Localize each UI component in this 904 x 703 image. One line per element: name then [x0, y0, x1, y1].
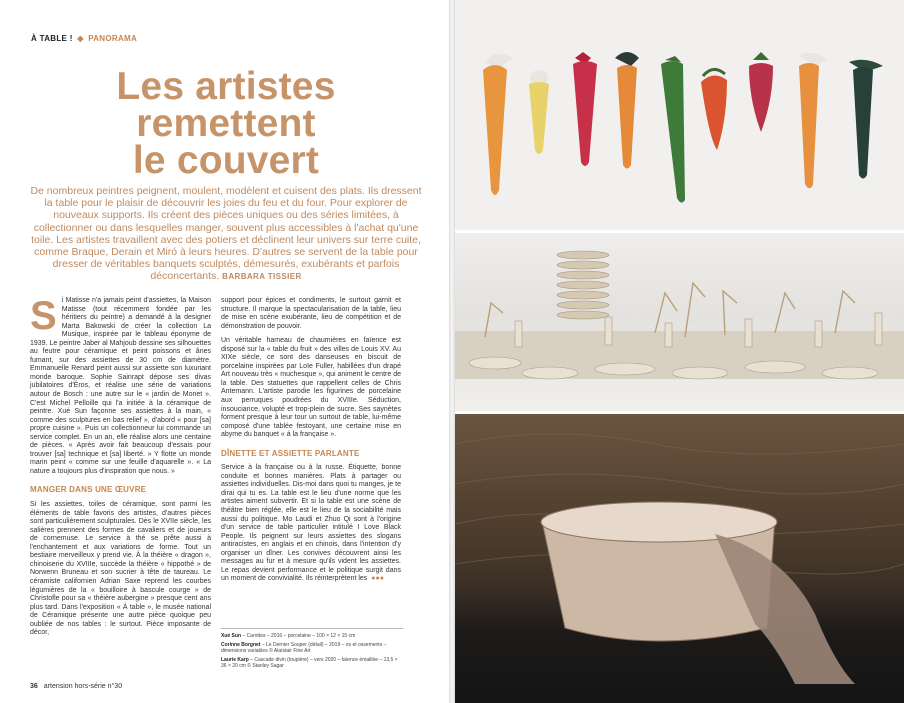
paragraph-text: i Matisse n'a jamais peint d'assiettes, la Maison Matisse (tout récemment fondée par les héritiers du peintre) a demandé à la designer Marta Bakowski de créer la collection La Musique, inspirée par le tableau éponyme de 1939. Le peintre Jaber al Mahjoub dessine ses silhouettes au feutre pour céramique et peint poissons et ânes fumant, sur des assiettes de 30 cm de diamètre. Emmanuelle Renard peint aussi sur assiette son luxuriant monde baroque. Sophie Sainrapt dépose ses divas jubilatoires d'Éros, et réalise une série de variations autour de Bosch : une autre sur le « jardin de Monet ». C'est Michel Pelloille qui l'a initiée à la céramique de peintre. Xué Sun façonne ses assiettes à la main, « comme des sculptures en bas relief », d'abord « pour [sa] propre cuisine ». Puis un collectionneur lui commande un service complet. En un an, elle réalise alors une centaine de pièces. « Après avoir fait beaucoup d'essais pour trouver [sa] technique et [sa] liberté. » Y flotte un monde marin peint « comme sur une feuille d'aquarelle ». « La nature a toujours plus d'inspiration que nous. »: [30, 297, 211, 475]
paragraph: [221, 464, 401, 584]
folio: [30, 683, 122, 690]
page-title: [30, 65, 422, 182]
carrot-1: [483, 54, 513, 195]
paragraph: Un véritable hameau de chaumières en faïence est disposé sur la « table du fruit » des villes de Louis XV. Au XIXe siècle, ce sont des danseuses en biscuit de porcelaine inspirées par Loïe Fuller, habillées d'un drapé Art nouveau très « muchesque », qui animent le centre de la table. Des statuettes que rappellent celles de Chris Antemann. L'artiste parodie les figurines de porcelaine aux perruques poudrées du XVIIIe. Séduction, insouciance, volupté et trop-plein de sucre. Ses saynètes forment presque à leur tour un surtout de table, lui-même composé d'une tablée festoyant, une certaine mise en abyme du banquet « à la française ».: [221, 337, 401, 439]
photo-captions: [221, 628, 403, 672]
title-line-1: Les artistes: [116, 65, 336, 108]
caption-text: – Carottes – 2016 – porcelaine – 100 × 12 × 15 cm: [241, 633, 356, 639]
carrot-2: [529, 70, 549, 154]
caption-artist: Laurie Karp: [221, 657, 249, 663]
photo-banquet-sculpture: [455, 233, 904, 411]
rubric: [31, 34, 137, 43]
paragraph: Si les assiettes, toiles de céramique, sont parmi les éléments de table favoris des artistes, d'autres pièces sont particulièrement sculpturales. Dès le XVIIe siècle, les salières prennent des formes de cavaliers et de joueurs de cornemuse. Le service à thé se prête aussi à l'enchantement et aux variations de forme. Tout un bestiaire merveilleux y prend vie. À la théière « dragon », chinoiserie du XVIIIe, succède la théière « hippothé » de Norwenn Bruneau et son sucrier à tête de taureau. Le céramiste californien Adrian Saxe reprend les courbes légumières de la « bouilloire à bascule courge » de Christofle pour sa « théière aubergine » presque cent ans plus tard. Dans l'exposition « À table », le musée national de Céramique présente une autre pièce quoique peu oubliée de nos tables : le surtout. Pièce imposante de décor,: [30, 501, 211, 637]
photo-ceramic-bowl: [455, 414, 904, 703]
caption: [221, 657, 403, 669]
caption-text: – Le Dernier Souper (détail) – 2019 – os et ossements – dimensions variables © Alaïstair Fine Art: [221, 642, 387, 654]
caption-artist: Xué Sun: [221, 633, 242, 639]
carrot-6: [701, 69, 727, 150]
paragraph: [30, 294, 211, 476]
caption-artist: Corinne Borgnet: [221, 642, 261, 648]
carrot-4: [615, 52, 639, 169]
body-column-2: [221, 297, 401, 590]
body-column-1: [30, 294, 211, 644]
subheading: DÎNETTE ET ASSIETTE PARLANTE: [221, 448, 360, 458]
carrot-5: [661, 56, 685, 203]
paragraph: support pour épices et condiments, le surtout garnit et structure. Il marque la spectacularisation de la table, lieu de mise en scène exubérante, lieu de compétition et de démonstration de pouvoir.: [221, 297, 401, 330]
plate-stack: [557, 251, 609, 319]
photo-ceramic-carrots: [455, 0, 904, 230]
carrots-illustration: [455, 0, 904, 230]
right-page: [455, 0, 904, 703]
caption: [221, 633, 403, 639]
rubric-separator-icon: ◆: [77, 34, 84, 43]
dropcap: S: [30, 294, 57, 338]
ceramic-bowl: [541, 502, 855, 684]
bowl-illustration: [455, 414, 904, 703]
standfirst: [30, 185, 422, 284]
caption: [221, 642, 403, 654]
author-byline: BARBARA TISSIER: [222, 272, 302, 282]
title-line-3: le couvert: [132, 139, 320, 182]
subheading: MANGER DANS UNE ŒUVRE: [30, 485, 147, 495]
magazine-name: artension hors-série n°30: [43, 683, 123, 690]
standfirst-text: De nombreux peintres peignent, moulent, modèlent et cuisent des plats. Ils dressent la table pour le plaisir de découvrir les joies du feu et du four. Pour explorer de nouveaux supports. Ils créent des pièces uniques ou des séries limitées, à collectionner ou dans lesquelles manger, souvent plus accessibles à l'achat qu'une toile. Les artistes travaillent avec des potiers et déclinent leur univers sur terre cuite, comme Braque, Derain et Miró à leurs heures. D'autres se servent de la table pour dresser de véritables banquets sculptés, démesurés, exubérants et parfois déconcertants.: [30, 185, 422, 283]
continue-mark: ●●●: [371, 575, 384, 583]
carrot-3: [573, 52, 597, 166]
carrot-7: [749, 52, 773, 132]
rubric-section: À TABLE !: [31, 34, 73, 43]
page-number: 36: [30, 683, 38, 690]
title-line-2: remettent: [136, 102, 316, 145]
banquet-illustration: [455, 233, 904, 411]
carrot-9: [849, 60, 883, 179]
paragraph-text: Service à la française ou à la russe. Étiquette, bonne conduite et bonnes manières. Plats à partager ou assiettes individuelles. Dis-moi dans quoi tu manges, je te dirai qui tu es. La table est le lieu d'une norme que les artistes aiment subvertir. Et si la table est une scène de théâtre bien réglée, elle est le lieu de la sociabilité mais aussi du politique. Mo Laudi et Zhuo Qi sont à l'origine d'un service de table particulier intitulé I Love Black People. Ils peignent sur leurs assiettes des slogans antiracistes, en anglais et en chinois, dans l'intention d'y organiser un dîner. Les convives découvrent ainsi les messages au fur et à mesure qu'ils vident les assiettes. Le repas devient performance et le politique surgit dans un moment de convivialité. Ils réinterprètent les: [221, 464, 401, 583]
rubric-category: PANORAMA: [88, 34, 138, 43]
caption-text: – Cascade divin (toupière) – vers 2020 – faïence émaillée – 13,5 × 36 × 20 cm © Stanley Sagar: [221, 657, 398, 669]
carrot-8: [799, 53, 827, 188]
